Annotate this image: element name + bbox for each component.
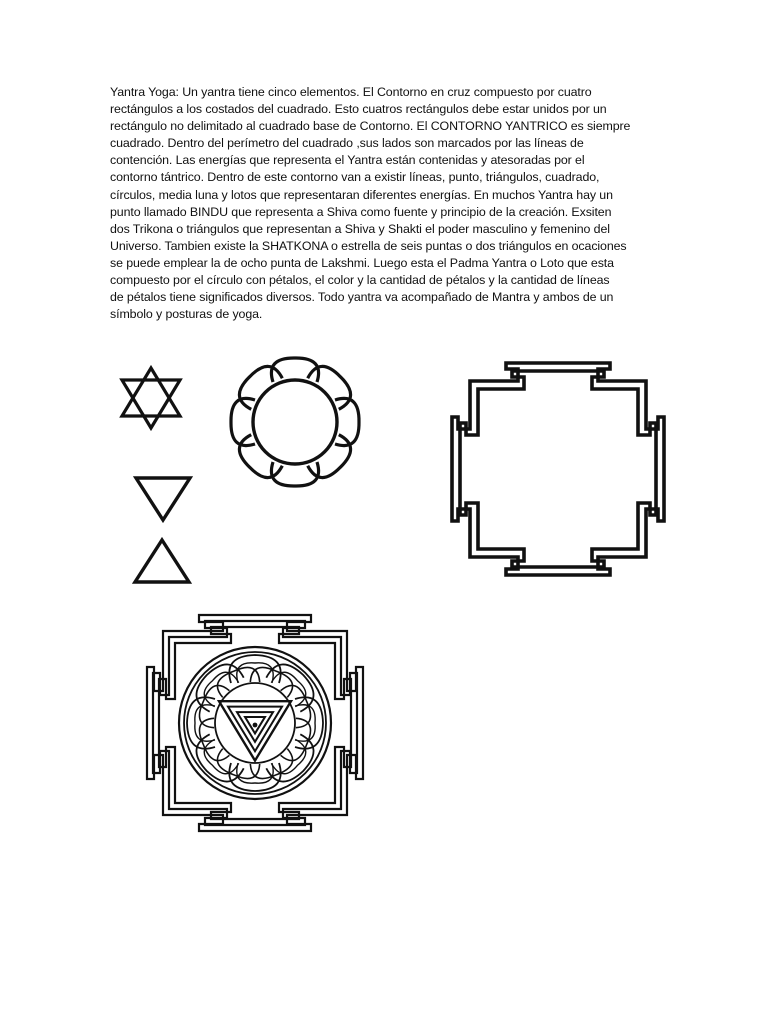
paragraph-line: dos Trikona o triángulos que representan a Shiva y Shakti el poder masculino y femenino del [110, 221, 610, 236]
paragraph-line: de pétalos tiene significados diversos. Todo yantra va acompañado de Mantra y ambos de un [110, 290, 614, 305]
paragraph-line: círculos, media luna y lotos que representaran diferentes energías. En muchos Yantra hay un [110, 187, 613, 202]
six-pointed-star-icon [118, 364, 184, 432]
paragraph-line: punto llamado BINDU que representa a Shiva como fuente y principio de la creación. Exsiten [110, 204, 612, 219]
body-paragraph [110, 84, 658, 323]
paragraph-line: rectángulo no delimitado al cuadrado base de Contorno. El CONTORNO YANTRICO es siempre [110, 119, 631, 134]
paragraph-line: Universo. Tambien existe la SHATKONA o estrella de seis puntas o dos triángulos en ocaciones [110, 238, 627, 253]
paragraph-line: Yantra Yoga: Un yantra tiene cinco elementos. El Contorno en cruz compuesto por cuatro [110, 85, 592, 99]
paragraph-line: rectángulos a los costados del cuadrado. Esto cuatros rectángulos debe estar unidos por un [110, 102, 607, 117]
kali-yantra-icon [134, 612, 376, 834]
upward-triangle-icon [131, 536, 193, 586]
paragraph-line: compuesto por el círculo con pétalos, el color y la cantidad de pétalos y la cantidad de líneas [110, 273, 610, 288]
paragraph-line: contorno tántrico. Dentro de este contorno van a existir líneas, punto, triángulos, cuadrado, [110, 170, 600, 185]
yantra-square-outline-icon [444, 362, 672, 576]
paragraph-line: símbolo y posturas de yoga. [110, 307, 263, 322]
paragraph-line: cuadrado. Dentro del perímetro del cuadrado ,sus lados son marcados por las líneas de [110, 136, 584, 151]
lotus-circle-icon [224, 356, 366, 488]
paragraph-line: contención. Las energías que representa el Yantra están contenidas y atesoradas por el [110, 153, 585, 168]
downward-triangle-icon [132, 474, 194, 524]
paragraph-line: se puede emplear la de ocho punta de Lakshmi. Luego esta el Padma Yantra o Loto que esta [110, 255, 614, 270]
